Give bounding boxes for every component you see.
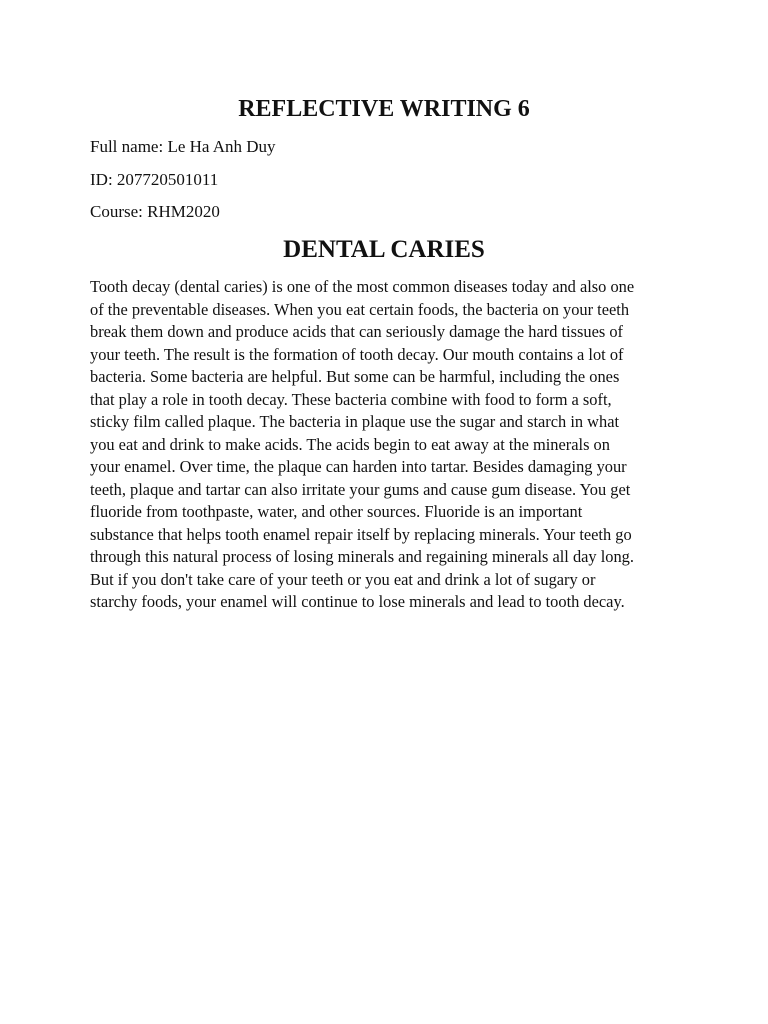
paragraph-line: But if you don't take care of your teeth or you eat and drink a lot of sugary or bbox=[90, 569, 596, 589]
paragraph-line: break them down and produce acids that can seriously damage the hard tissues of bbox=[90, 322, 623, 341]
paragraph-line: you eat and drink to make acids. The acids begin to eat away at the minerals on bbox=[90, 434, 610, 454]
paragraph-line: your enamel. Over time, the plaque can harden into tartar. Besides damaging your bbox=[90, 457, 627, 476]
student-id-line: ID: 207720501011 bbox=[90, 170, 219, 189]
paragraph-line: bacteria. Some bacteria are helpful. But some can be harmful, including the ones bbox=[90, 367, 620, 386]
body-paragraph bbox=[90, 276, 690, 614]
full-name-line: Full name: Le Ha Anh Duy bbox=[90, 137, 276, 156]
paragraph-line: fluoride from toothpaste, water, and other sources. Fluoride is an important bbox=[90, 502, 583, 521]
paragraph-line: that play a role in tooth decay. These bacteria combine with food to form a soft, bbox=[90, 389, 612, 409]
document-title: REFLECTIVE WRITING 6 bbox=[238, 96, 530, 122]
course-line: Course: RHM2020 bbox=[90, 202, 220, 221]
paragraph-line: through this natural process of losing minerals and regaining minerals all day long. bbox=[90, 547, 634, 566]
paragraph-line: teeth, plaque and tartar can also irritate your gums and cause gum disease. You get bbox=[90, 479, 631, 499]
paragraph-line: of the preventable diseases. When you eat certain foods, the bacteria on your teeth bbox=[90, 299, 630, 319]
section-heading: DENTAL CARIES bbox=[283, 236, 485, 263]
paragraph-line: starchy foods, your enamel will continue to lose minerals and lead to tooth decay. bbox=[90, 592, 625, 611]
paragraph-line: your teeth. The result is the formation of tooth decay. Our mouth contains a lot of bbox=[90, 344, 624, 364]
paragraph-line: sticky film called plaque. The bacteria in plaque use the sugar and starch in what bbox=[90, 412, 620, 431]
paragraph-line: substance that helps tooth enamel repair itself by replacing minerals. Your teeth go bbox=[90, 524, 632, 544]
paragraph-line: Tooth decay (dental caries) is one of the most common diseases today and also one bbox=[90, 277, 635, 296]
